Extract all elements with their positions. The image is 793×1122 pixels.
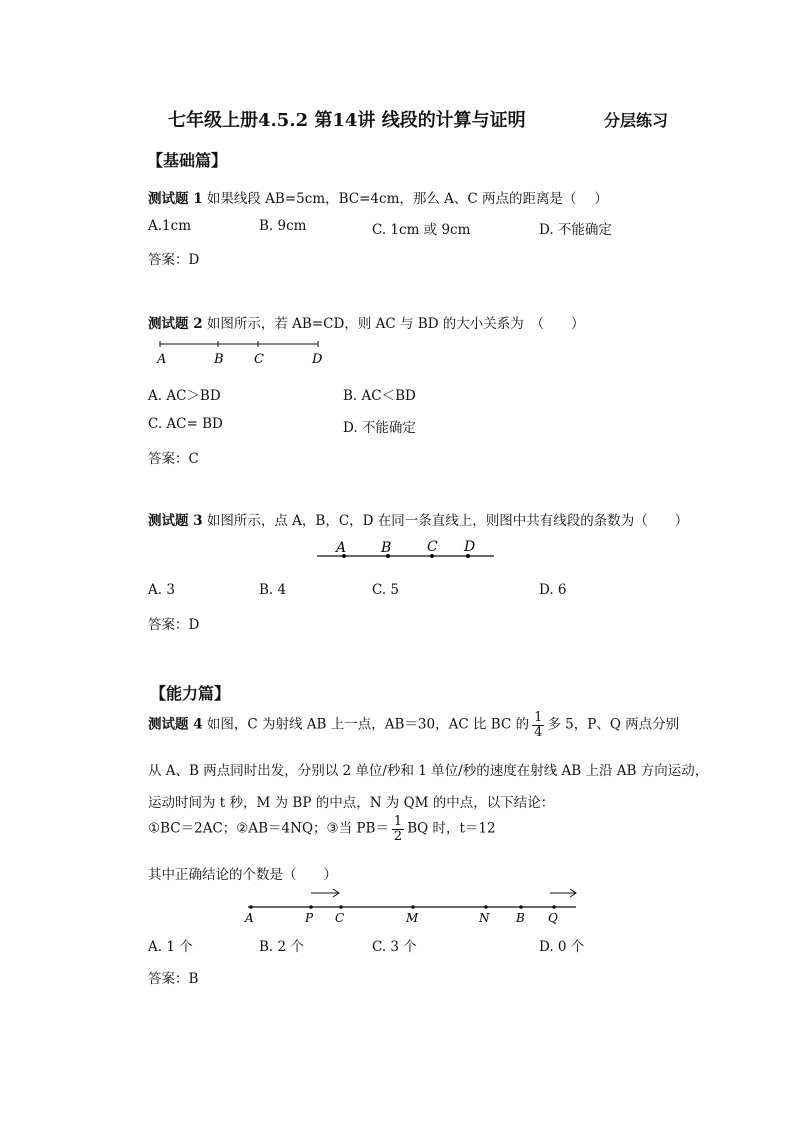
page-title: 七年级上册4.5.2 第14讲 线段的计算与证明 xyxy=(168,110,526,131)
question-4-line4 xyxy=(148,815,496,843)
q2-point-a: A xyxy=(157,352,167,367)
question-4-line4-b: BQ 时，t＝12 xyxy=(407,820,496,837)
q4-frac2-den: 2 xyxy=(393,828,403,844)
q3-option-d: D. 6 xyxy=(539,582,567,598)
q2-point-b: B xyxy=(214,352,224,367)
q3-point-c: C xyxy=(427,539,438,555)
q1-option-d: D. 不能确定 xyxy=(539,222,612,238)
q4-frac-num: 1 xyxy=(534,710,543,725)
question-2 xyxy=(148,312,585,332)
q1-answer: 答案：D xyxy=(148,252,200,268)
q4-option-c: C. 3 个 xyxy=(372,939,417,955)
q3-point-d: D xyxy=(464,539,476,555)
q4-option-a: A. 1 个 xyxy=(148,939,193,955)
q2-point-c: C xyxy=(254,352,264,367)
q4-fraction-quarter xyxy=(532,711,544,739)
question-1-text: 如果线段 AB=5cm，BC=4cm，那么 A、C 两点的距离是（ ） xyxy=(206,191,608,207)
page-subtitle: 分层练习 xyxy=(604,111,669,130)
q4-dot-a xyxy=(249,905,253,909)
q3-option-c: C. 5 xyxy=(372,582,400,598)
question-4-text-b: 多 5，P、Q 两点分别 xyxy=(547,716,680,733)
q4-dot-b xyxy=(519,905,523,909)
question-3-label: 测试题 3 xyxy=(148,513,203,529)
question-4-line5: 其中正确结论的个数是（ ） xyxy=(148,867,337,883)
q2-option-c: C. AC= BD xyxy=(148,416,223,432)
question-1-label: 测试题 1 xyxy=(148,191,203,207)
q3-line-figure xyxy=(312,536,502,564)
q4-frac-den: 4 xyxy=(534,724,543,740)
question-4 xyxy=(148,711,679,739)
q2-option-a: A. AC＞BD xyxy=(148,388,221,404)
q4-dot-p xyxy=(309,905,313,909)
q4-point-n: N xyxy=(479,911,490,925)
question-3-text: 如图所示，点 A，B，C，D 在同一条直线上，则图中共有线段的条数为（ ） xyxy=(206,513,689,529)
section-basic-heading: 【基础篇】 xyxy=(147,151,228,170)
q3-point-a: A xyxy=(336,540,347,556)
q4-point-m: M xyxy=(406,911,419,925)
q3-option-a: A. 3 xyxy=(148,582,175,598)
question-4-text-a: 如图，C 为射线 AB 上一点，AB＝30，AC 比 BC 的 xyxy=(206,716,530,733)
q4-dot-q xyxy=(552,905,556,909)
q2-option-d: D. 不能确定 xyxy=(343,420,416,436)
q3-point-b: B xyxy=(381,540,392,556)
q4-point-p: P xyxy=(305,911,314,925)
q2-option-b: B. AC＜BD xyxy=(343,388,416,404)
q3-option-b: B. 4 xyxy=(259,582,287,598)
q4-option-d: D. 0 个 xyxy=(539,939,585,955)
section-ability-heading: 【能力篇】 xyxy=(150,684,231,703)
q4-point-a: A xyxy=(245,911,254,925)
question-1 xyxy=(148,187,608,207)
q1-option-c: C. 1cm 或 9cm xyxy=(372,222,471,238)
q4-dot-c xyxy=(339,905,343,909)
question-4-line4-a: ①BC＝2AC；②AB＝4NQ；③当 PB＝ xyxy=(148,820,389,837)
q4-point-c: C xyxy=(335,911,345,925)
q4-point-b: B xyxy=(516,911,525,925)
q2-segment-figure xyxy=(150,336,340,370)
q2-answer: 答案：C xyxy=(148,451,199,467)
question-4-line2: 从 A、B 两点同时出发，分别以 2 单位/秒和 1 单位/秒的速度在射线 AB 上沿 AB 方向运动， xyxy=(148,763,709,779)
q4-answer: 答案：B xyxy=(148,971,199,987)
q4-dot-m xyxy=(411,905,415,909)
q4-ray-figure xyxy=(238,884,586,926)
question-4-label: 测试题 4 xyxy=(148,716,203,733)
q4-dot-n xyxy=(484,905,488,909)
question-2-text: 如图所示，若 AB=CD，则 AC 与 BD 的大小关系为 （ ） xyxy=(206,316,585,332)
q3-answer: 答案：D xyxy=(148,617,200,633)
question-2-label: 测试题 2 xyxy=(148,316,203,332)
question-4-line3: 运动时间为 t 秒，M 为 BP 的中点，N 为 QM 的中点，以下结论： xyxy=(148,795,555,811)
q4-point-q: Q xyxy=(548,911,558,925)
q2-point-d: D xyxy=(312,352,323,367)
q1-option-b: B. 9cm xyxy=(259,218,307,234)
q4-frac2-num: 1 xyxy=(393,814,403,829)
question-3 xyxy=(148,509,688,529)
q4-option-b: B. 2 个 xyxy=(259,939,304,955)
q1-option-a: A.1cm xyxy=(148,218,191,234)
q4-fraction-half xyxy=(392,815,404,843)
